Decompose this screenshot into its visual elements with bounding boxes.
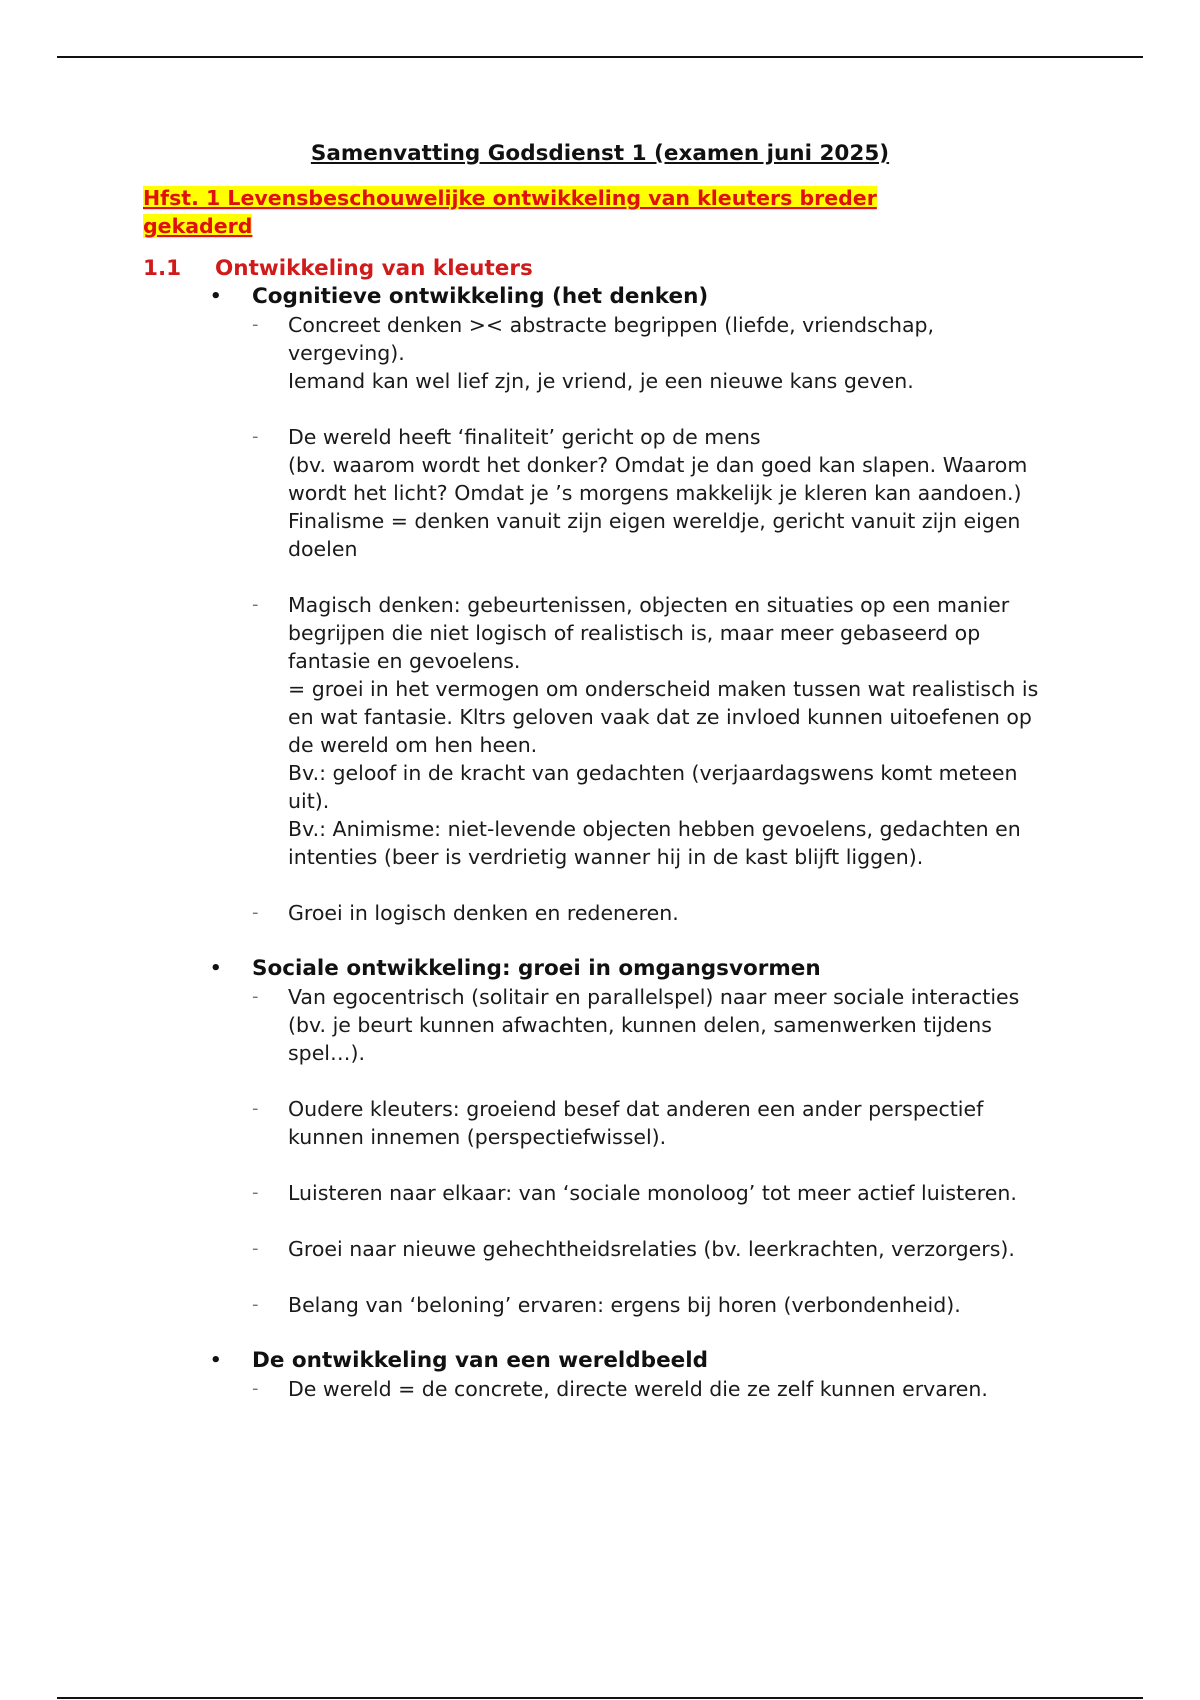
list-item-line: Bv.: Animisme: niet-levende objecten hebben gevoelens, gedachten en intenties (beer is verdrietig wanner hij in de kast blijft liggen).	[288, 817, 1021, 869]
list-item	[0, 1235, 1048, 1263]
list-item	[0, 311, 1048, 395]
topic-item-list	[0, 1375, 1200, 1403]
list-item-line: Groei in logisch denken en redeneren.	[288, 901, 679, 925]
document-title: Samenvatting Godsdienst 1 (examen juni 2025)	[310, 141, 890, 166]
section-heading	[143, 256, 533, 281]
list-item	[0, 899, 1048, 927]
list-item-line: Bv.: geloof in de kracht van gedachten (verjaardagswens komt meteen uit).	[288, 761, 1018, 813]
list-item	[0, 591, 1048, 871]
list-item-line: Belang van ‘beloning’ ervaren: ergens bij horen (verbondenheid).	[288, 1293, 961, 1317]
topic-heading-text: De ontwikkeling van een wereldbeeld	[252, 1348, 708, 1373]
section-number: 1.1	[143, 256, 182, 281]
list-item-line: De wereld heeft ‘finaliteit’ gericht op de mens	[288, 425, 761, 449]
topic-item-list	[0, 311, 1200, 927]
list-item-line: Finalisme = denken vanuit zijn eigen wereldje, gericht vanuit zijn eigen doelen	[288, 509, 1021, 561]
list-item-line: Iemand kan wel lief zjn, je vriend, je een nieuwe kans geven.	[288, 369, 914, 393]
list-item	[0, 1375, 1048, 1403]
bullet-icon: •	[210, 286, 222, 307]
dash-icon: -	[252, 1098, 259, 1119]
topic-heading	[0, 1347, 1200, 1375]
chapter-heading-text: Hfst. 1 Levensbeschouwelijke ontwikkeling van kleuters breder gekaderd	[143, 186, 877, 238]
dash-icon: -	[252, 1238, 259, 1259]
list-item-line: (bv. waarom wordt het donker? Omdat je dan goed kan slapen. Waarom wordt het licht? Omdat je ’s morgens makkelijk je kleren kan aandoen.)	[288, 453, 1028, 505]
topic-block	[0, 1347, 1200, 1403]
dash-icon: -	[252, 986, 259, 1007]
header-rule	[57, 56, 1143, 58]
list-item-line: Luisteren naar elkaar: van ‘sociale monoloog’ tot meer actief luisteren.	[288, 1181, 1017, 1205]
dash-icon: -	[252, 594, 259, 615]
list-item-line: De wereld = de concrete, directe wereld die ze zelf kunnen ervaren.	[288, 1377, 988, 1401]
list-item	[0, 1291, 1048, 1319]
chapter-heading	[143, 184, 963, 240]
footer-rule	[57, 1697, 1143, 1699]
dash-icon: -	[252, 1378, 259, 1399]
list-item	[0, 983, 1048, 1067]
dash-icon: -	[252, 902, 259, 923]
dash-icon: -	[252, 1182, 259, 1203]
list-item-line: = groei in het vermogen om onderscheid maken tussen wat realistisch is en wat fantasie. Kltrs geloven vaak dat ze invloed kunnen uitoefenen op de wereld om hen heen.	[288, 677, 1039, 757]
topic-heading	[0, 283, 1200, 311]
topic-block	[0, 955, 1200, 1319]
list-item-line: Groei naar nieuwe gehechtheidsrelaties (bv. leerkrachten, verzorgers).	[288, 1237, 1015, 1261]
list-item-line: Concreet denken >< abstracte begrippen (liefde, vriendschap, vergeving).	[288, 313, 935, 365]
topic-heading-text: Cognitieve ontwikkeling (het denken)	[252, 284, 709, 309]
topic-item-list	[0, 983, 1200, 1319]
section-title: Ontwikkeling van kleuters	[215, 256, 533, 281]
topic-block	[0, 283, 1200, 927]
list-item	[0, 423, 1048, 563]
document-body	[0, 283, 1200, 1403]
dash-icon: -	[252, 314, 259, 335]
dash-icon: -	[252, 1294, 259, 1315]
dash-icon: -	[252, 426, 259, 447]
topic-heading	[0, 955, 1200, 983]
list-item	[0, 1095, 1048, 1151]
list-item-line: Magisch denken: gebeurtenissen, objecten en situaties op een manier begrijpen die niet logisch of realistisch is, maar meer gebaseerd op fantasie en gevoelens.	[288, 593, 1010, 673]
bullet-icon: •	[210, 1350, 222, 1371]
list-item	[0, 1179, 1048, 1207]
bullet-icon: •	[210, 958, 222, 979]
list-item-line: Van egocentrisch (solitair en parallelspel) naar meer sociale interacties (bv. je beurt kunnen afwachten, kunnen delen, samenwerken tijdens spel…).	[288, 985, 1020, 1065]
list-item-line: Oudere kleuters: groeiend besef dat anderen een ander perspectief kunnen innemen (perspectiefwissel).	[288, 1097, 984, 1149]
topic-heading-text: Sociale ontwikkeling: groei in omgangsvormen	[252, 956, 821, 981]
